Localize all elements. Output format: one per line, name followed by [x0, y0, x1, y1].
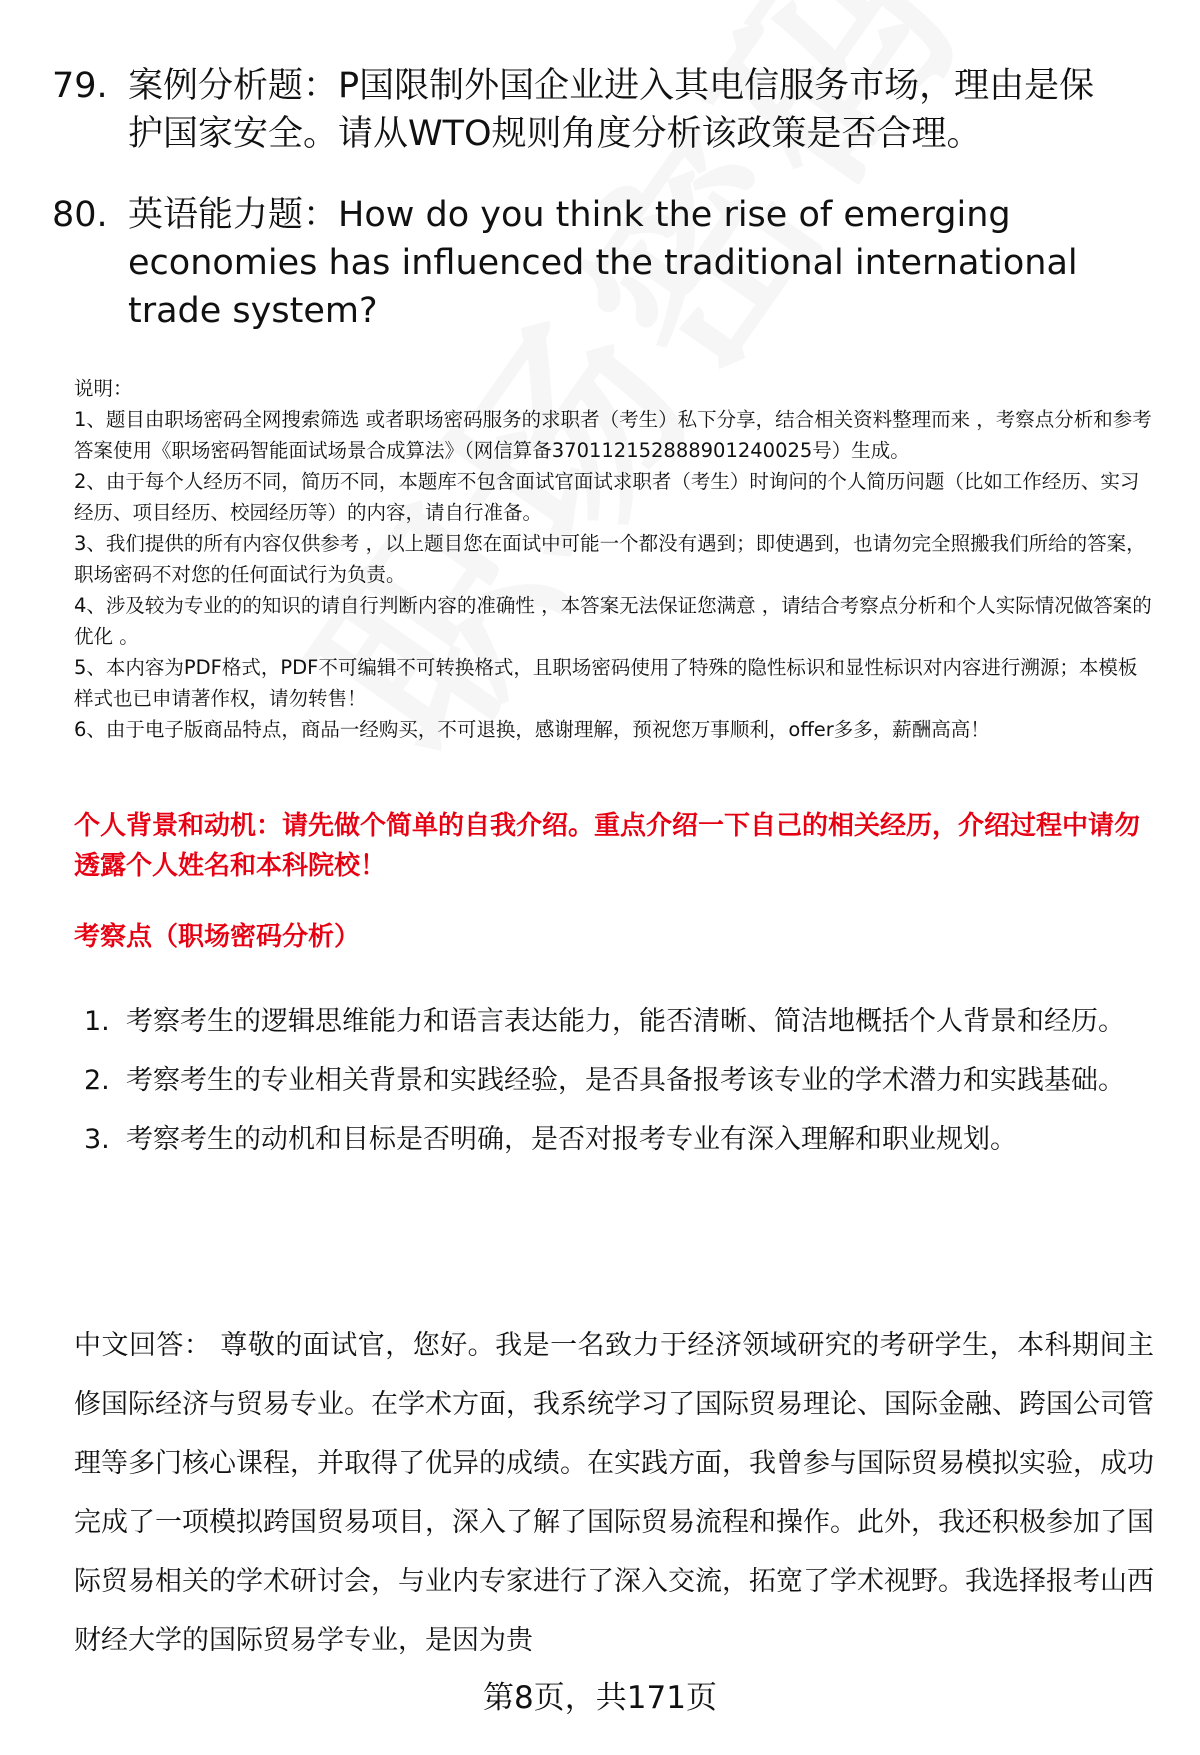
note-item: 1、题目由职场密码全网搜索筛选 或者职场密码服务的求职者（考生）私下分享，结合相关资料整理而来 ，考察点分析和参考答案使用《职场密码智能面试场景合成算法》（网信算备370112152888901240025号）生成。 — [74, 408, 1152, 462]
question-number: 79. — [52, 66, 108, 106]
note-item: 5、本内容为PDF格式，PDF不可编辑不可转换格式，且职场密码使用了特殊的隐性标识和显性标识对内容进行溯源；本模板样式也已申请著作权，请勿转售！ — [74, 656, 1138, 710]
notes-section — [74, 373, 1154, 745]
question-number: 80. — [52, 195, 108, 235]
intro-question-title: 个人背景和动机：请先做个简单的自我介绍。重点介绍一下自己的相关经历，介绍过程中请勿透露个人姓名和本科院校！ — [74, 811, 1141, 881]
question-text: 英语能力题：How do you think the rise of emerging economies has influenced the traditional international trade system? — [128, 195, 1078, 331]
chinese-answer: 中文回答： 尊敬的面试官，您好。我是一名致力于经济领域研究的考研学生，本科期间主修国际经济与贸易专业。在学术方面，我系统学习了国际贸易理论、国际金融、跨国公司管理等多门核心课程，并取得了优异的成绩。在实践方面，我曾参与国际贸易模拟实验，成功完成了一项模拟跨国贸易项目，深入了解了国际贸易流程和操作。此外，我还积极参加了国际贸易相关的学术研讨会，与业内专家进行了深入交流，拓宽了学术视野。我选择报考山西财经大学的国际贸易学专业，是因为贵 — [74, 1330, 1154, 1656]
note-item: 2、由于每个人经历不同，简历不同，本题库不包含面试官面试求职者（考生）时询问的个人简历问题（比如工作经历、实习经历、项目经历、校园经历等）的内容，请自行准备。 — [74, 470, 1140, 524]
point-text: 考察考生的动机和目标是否明确，是否对报考专业有深入理解和职业规划。 — [126, 1124, 1017, 1155]
page-footer: 第8页，共171页 — [483, 1680, 717, 1716]
list-item — [84, 1051, 1154, 1110]
note-item: 3、我们提供的所有内容仅供参考 ，以上题目您在面试中可能一个都没有遇到；即使遇到，也请勿完全照搬我们所给的答案，职场密码不对您的任何面试行为负责。 — [74, 532, 1146, 586]
point-text: 考察考生的逻辑思维能力和语言表达能力，能否清晰、简洁地概括个人背景和经历。 — [126, 1006, 1125, 1037]
assessment-points-list — [84, 992, 1154, 1169]
point-number: 2. — [84, 1065, 110, 1096]
list-item — [84, 1110, 1154, 1169]
list-item — [84, 992, 1154, 1051]
assessment-points-title: 考察点（职场密码分析） — [74, 922, 361, 952]
question-text: 案例分析题：P国限制外国企业进入其电信服务市场，理由是保护国家安全。请从WTO规则角度分析该政策是否合理。 — [128, 66, 1095, 154]
note-item: 4、涉及较为专业的的知识的请自行判断内容的准确性 ，本答案无法保证您满意 ，请结合考察点分析和个人实际情况做答案的优化 。 — [74, 594, 1152, 648]
point-number: 1. — [84, 1006, 110, 1037]
question-79 — [52, 62, 1112, 158]
question-80 — [52, 191, 1112, 335]
note-item: 6、由于电子版商品特点，商品一经购买，不可退换，感谢理解，预祝您万事顺利，offer多多，薪酬高高！ — [74, 718, 990, 741]
point-number: 3. — [84, 1124, 110, 1155]
point-text: 考察考生的专业相关背景和实践经验，是否具备报考该专业的学术潜力和实践基础。 — [126, 1065, 1125, 1096]
notes-heading: 说明： — [74, 377, 133, 400]
